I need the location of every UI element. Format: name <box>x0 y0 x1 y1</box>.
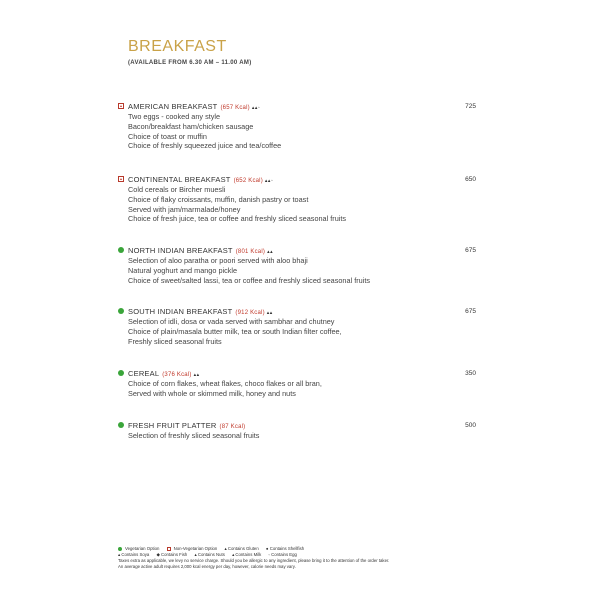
menu-item-description <box>118 112 476 151</box>
description-line: Selection of idli, dosa or vada served with sambhar and chutney <box>128 317 335 326</box>
calorie-label: (87 Kcal) <box>219 424 246 430</box>
description-line: Choice of flaky croissants, muffin, danish pastry or toast <box>128 194 309 204</box>
calorie-label: (657 Kcal) <box>220 105 250 111</box>
veg-icon <box>118 370 124 376</box>
menu-item-description <box>118 379 476 399</box>
calorie-label: (801 Kcal) <box>235 249 266 255</box>
menu-item-name <box>128 174 273 187</box>
menu-item <box>118 368 476 399</box>
description-line: Choice of sweet/salted lassi, tea or coffee and freshly sliced seasonal fruits <box>128 275 371 285</box>
description-line: Choice of plain/masala butter milk, tea or south Indian filter coffee, <box>128 326 342 336</box>
veg-icon <box>118 247 124 253</box>
calorie-label: (652 Kcal) <box>233 178 263 184</box>
menu-item <box>118 245 476 285</box>
legend-soya: ▴ Contains Soya <box>118 552 150 557</box>
calorie-note: An average active adult requires 2,000 kcal energy per day, however, calorie needs may vary. <box>118 564 296 569</box>
menu-item <box>118 174 476 224</box>
description-line: Choice of fresh juice, tea or coffee and freshly sliced seasonal fruits <box>128 214 347 224</box>
availability-note: (AVAILABLE FROM 6.30 AM – 11.00 AM) <box>128 60 252 66</box>
footer <box>118 546 478 570</box>
legend-non-veg <box>167 546 221 551</box>
legend-label: Vegetarian Option <box>125 546 160 551</box>
allergen-icons: ▴▴◦ <box>251 105 261 111</box>
legend-label: Contains Fish <box>161 552 188 557</box>
legend-veg <box>118 546 162 551</box>
legend-label: Contains Soya <box>121 552 150 557</box>
allergen-icons: ▴▴ <box>266 310 273 316</box>
description-line: Choice of toast or muffin <box>128 131 207 141</box>
menu-item-price: 500 <box>465 422 476 429</box>
description-line: Served with whole or skimmed milk, honey and nuts <box>128 388 296 398</box>
menu-item-name <box>128 101 260 114</box>
allergen-icons: ▴▴ <box>193 372 200 378</box>
menu-item-name <box>128 420 245 433</box>
menu-item <box>118 420 476 441</box>
allergen-icons: ▴▴◦ <box>264 178 274 184</box>
legend-gluten: ▴ Contains Gluten <box>224 546 259 551</box>
menu-item <box>118 101 476 151</box>
non-veg-icon <box>118 176 124 182</box>
non-veg-icon <box>118 103 124 109</box>
calorie-label: (912 Kcal) <box>235 310 265 316</box>
menu-item-price: 675 <box>465 308 476 315</box>
menu-item-name <box>128 245 273 258</box>
menu-item <box>118 306 476 346</box>
menu-item-header <box>118 245 476 256</box>
legend-egg: ◦ Contains Egg <box>268 552 297 557</box>
item-title: CEREAL <box>128 369 160 378</box>
legend-fish: ◆ Contains Fish <box>156 552 188 557</box>
menu-item-description <box>118 317 476 346</box>
item-title: AMERICAN BREAKFAST <box>128 102 218 111</box>
menu-item-price: 650 <box>465 176 476 183</box>
page-title: BREAKFAST <box>128 38 227 55</box>
menu-item-header <box>118 420 476 431</box>
description-line: Selection of freshly sliced seasonal fruits <box>128 431 260 440</box>
item-title: SOUTH INDIAN BREAKFAST <box>128 307 233 316</box>
allergen-icons: ▴▴ <box>267 249 274 255</box>
legend-label: Contains Nuts <box>197 552 225 557</box>
description-line: Bacon/breakfast ham/chicken sausage <box>128 121 254 131</box>
menu-item-name <box>128 368 200 381</box>
menu-item-header <box>118 101 476 112</box>
description-line: Choice of freshly squeezed juice and tea/coffee <box>128 141 282 151</box>
menu-item-name <box>128 306 273 319</box>
veg-icon <box>118 308 124 314</box>
calorie-label: (376 Kcal) <box>162 372 192 378</box>
description-line: Choice of corn flakes, wheat flakes, choco flakes or all bran, <box>128 379 322 388</box>
menu-item-description <box>118 185 476 224</box>
menu-item-price: 725 <box>465 103 476 110</box>
menu-item-header <box>118 174 476 185</box>
menu-item-header <box>118 368 476 379</box>
description-line: Freshly sliced seasonal fruits <box>128 336 222 346</box>
veg-icon <box>118 547 122 551</box>
legend-nuts: ▴ Contains Nuts <box>194 552 225 557</box>
description-line: Served with jam/marmalade/honey <box>128 204 241 214</box>
menu-item-price: 350 <box>465 370 476 377</box>
menu-item-price: 675 <box>465 247 476 254</box>
veg-icon <box>118 422 124 428</box>
description-line: Natural yoghurt and mango pickle <box>128 265 238 275</box>
legend-label: Contains Milk <box>235 552 262 557</box>
legend-milk: ▴ Contains Milk <box>232 552 262 557</box>
item-title: NORTH INDIAN BREAKFAST <box>128 246 233 255</box>
non-veg-icon <box>167 547 171 551</box>
description-line: Two eggs - cooked any style <box>128 112 221 121</box>
description-line: Cold cereals or Bircher muesli <box>128 185 226 194</box>
description-line: Selection of aloo paratha or poori served with aloo bhaji <box>128 256 308 265</box>
legend-label: Contains Shellfish <box>269 546 305 551</box>
item-title: CONTINENTAL BREAKFAST <box>128 175 231 184</box>
legend-label: Contains Egg <box>271 552 297 557</box>
legend-label: Non-Vegetarian Option <box>173 546 218 551</box>
item-title: FRESH FRUIT PLATTER <box>128 421 217 430</box>
legend-shellfish: ● Contains Shellfish <box>265 546 305 551</box>
menu-item-description <box>118 256 476 285</box>
legend-label: Contains Gluten <box>227 546 259 551</box>
tax-note: Taxes extra as applicable, we levy no service charge. Should you be allergic to any ingredient, please bring it to the attention of the order taker. <box>118 558 390 563</box>
menu-item-header <box>118 306 476 317</box>
